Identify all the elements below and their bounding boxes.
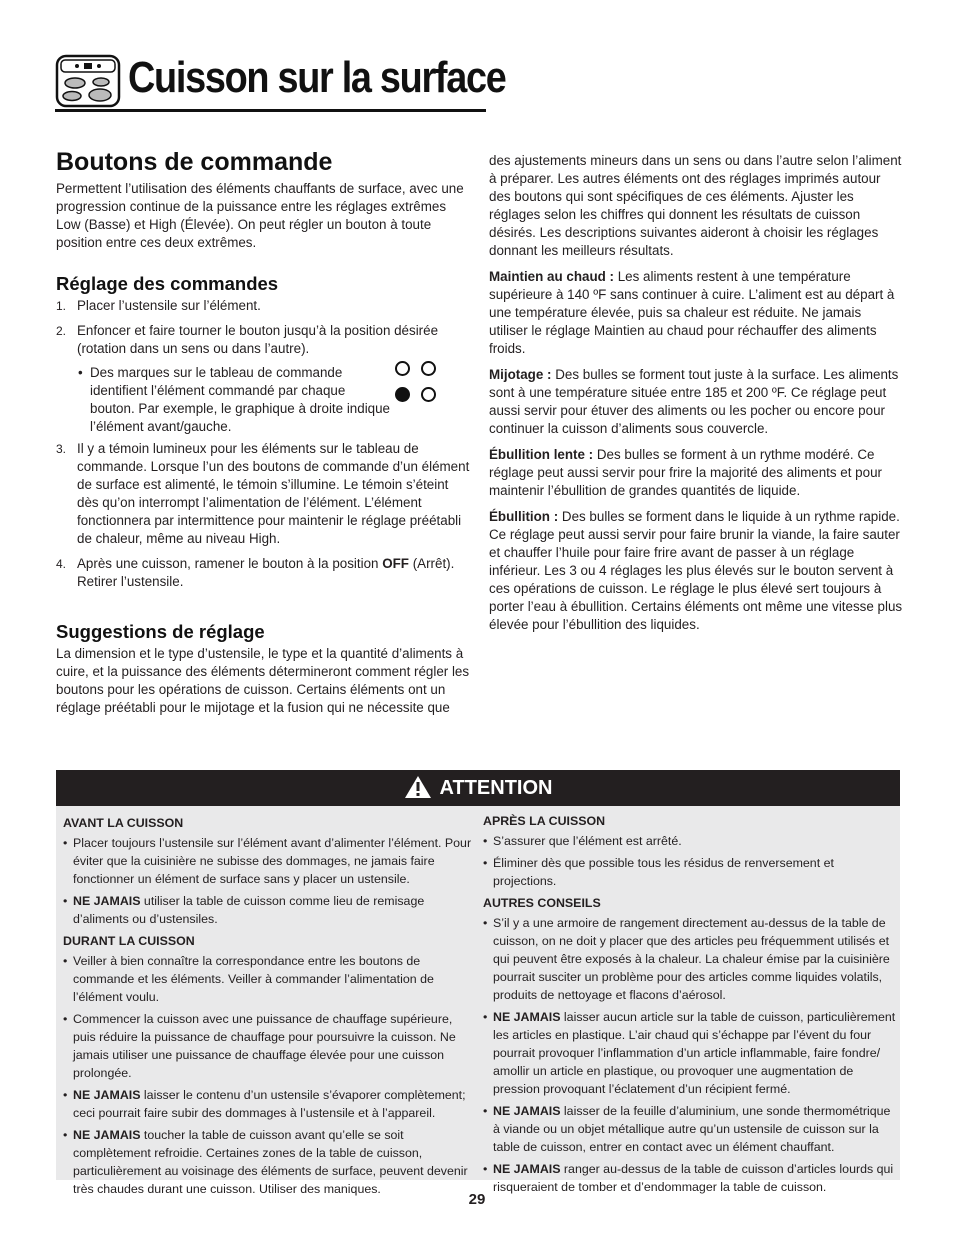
burner-diagram-icon xyxy=(395,361,443,407)
attention-bullet xyxy=(63,1010,475,1082)
bullet-text: S’assurer que l’élément est arrêté. xyxy=(493,834,682,848)
bullet-bold: NE JAMAIS xyxy=(73,1088,141,1102)
suggestions-heading: Suggestions de réglage xyxy=(56,621,265,642)
bullet-text: laisser aucun article sur la table de cuisson, particulièrement les articles en plastique. L’air chaud qui s’échappe par l’évent du four pourrait provoquer l’inflammation d’un article inflammable, faire fondre/ amollir un article en plastique, ou provoquer une augmentation de pression provoquant l’éclatement d’un récipient fermé. xyxy=(493,1010,896,1096)
step-text: Enfoncer et faire tourner le bouton jusqu’à la position désirée (rotation dans un sens ou dans l’autre). xyxy=(77,323,439,356)
reglage-heading: Réglage des commandes xyxy=(56,273,279,294)
attention-left-column xyxy=(63,814,475,1202)
step-item xyxy=(56,555,470,591)
step-text: Placer l’ustensile sur l’élément. xyxy=(77,298,261,313)
setting-term: Ébullition : xyxy=(489,509,559,524)
avant-heading: AVANT LA CUISSON xyxy=(63,816,184,830)
attention-bullet xyxy=(63,834,475,888)
setting-paragraph xyxy=(489,268,903,358)
attention-bullet xyxy=(63,952,475,1006)
bullet-text: Placer toujours l’ustensile sur l’élément avant d’alimenter l’élément. Pour éviter que la cuisinière ne subisse des dommages, ne jamais faire fonctionner un élément de surface sans y placer un ustensile. xyxy=(73,836,472,886)
bullet-text: ranger au-dessus de la table de cuisson d’articles lourds qui risqueraient de tomber et d’endommager la table de cuisson. xyxy=(493,1162,894,1194)
suggestions-paragraph: La dimension et le type d’ustensile, le type et la quantité d’aliments à cuire, et la puissance des éléments détermineront comment régler les boutons pour les opérations de cuisson. Certains éléments ont un réglage préétabli pour le mijotage et la fusion qui ne nécessite que xyxy=(56,646,470,715)
page-number: 29 xyxy=(468,1191,486,1208)
bullet-text: S’il y a une armoire de rangement directement au-dessus de la table de cuisson, on ne doit y placer que des articles peu fréquemment utilisés et qui peuvent être exposés à la chaleur. La chaleur émise par la cuisinière pourrait susciter un problème pour des articles comme liquides volatils, produits de nettoyage et flacons d’aérosol. xyxy=(493,916,890,1002)
bullet-text: Des marques sur le tableau de commande identifient l’élément commandé par chaque bouton. Par exemple, le graphique à droite indique l’élément avant/gauche. xyxy=(90,365,391,434)
continued-paragraph: des ajustements mineurs dans un sens ou dans l’autre selon l’aliment à préparer. Les autres éléments ont des réglages imprimés autour des boutons qui sont spécifiques de ces éléments. Ajuster les réglages selon les chiffres qui donnent les résultats de cuisson désirés. Les descriptions suivantes aideront à choisir les réglages donnant les meilleurs résultats. xyxy=(489,153,902,258)
step-number: 4. xyxy=(56,557,67,571)
step-item xyxy=(56,440,470,548)
autres-heading: AUTRES CONSEILS xyxy=(483,896,601,910)
setting-paragraph xyxy=(489,446,903,500)
bullet-text: utiliser la table de cuisson comme lieu de remisage d’aliments ou d’ustensiles. xyxy=(73,894,425,926)
apres-heading: APRÈS LA CUISSON xyxy=(483,814,606,828)
bullet-bold: NE JAMAIS xyxy=(493,1010,561,1024)
step-text: Après une cuisson, ramener le bouton à la position xyxy=(77,556,383,571)
setting-text: Des bulles se forment dans le liquide à un rythme rapide. Ce réglage peut aussi servir pour faire brunir la viande, la faire sauter et chauffer l’huile pour faire frire avant de passer à un réglage inférieur. Les 3 ou 4 réglages les plus élevés sur le bouton servent à ces opérations de cuisson. Le réglage le plus élevé sert toujours à porter l’eau à ébullition. Certains éléments ont même une vitesse plus élevée pour l’ébullition des liquides. xyxy=(489,509,903,632)
attention-text: ATTENTION xyxy=(439,777,553,799)
setting-term: Maintien au chaud : xyxy=(489,269,614,284)
step-bullet xyxy=(77,364,390,436)
attention-bullet xyxy=(63,892,475,928)
setting-text: Des bulles se forment tout juste à la surface. Les aliments sont à une température située entre 185 et 200 ºF. Ce réglage peut aussi servir pour étuver des aliments ou les pocher ou encore pour continuer la cuisson d’aliments sous couvercle. xyxy=(489,367,899,436)
bullet-text: laisser le contenu d’un ustensile s’évaporer complètement; ceci pourrait faire subir des dommages à l’ustensile et à l’appareil. xyxy=(73,1088,466,1120)
bullet-text: Éliminer dès que possible tous les résidus de renversement et projections. xyxy=(493,856,834,888)
bullet-bold: NE JAMAIS xyxy=(493,1104,561,1118)
bullet-bold: NE JAMAIS xyxy=(73,894,141,908)
attention-bullet xyxy=(483,1008,897,1098)
steps-list xyxy=(56,297,470,591)
bullet-text: laisser de la feuille d’aluminium, une sonde thermométrique à viande ou un objet métallique autre qu’un ustensile de cuisson sur la table de cuisson, entrer en contact avec un élément chauffant. xyxy=(493,1104,891,1154)
attention-right-column xyxy=(483,812,897,1200)
step-number: 1. xyxy=(56,299,67,313)
durant-heading: DURANT LA CUISSON xyxy=(63,934,195,948)
setting-text: Des bulles se forment à un rythme modéré. Ce réglage peut aussi servir pour frire la majorité des aliments et pour maintenir l’ébullition de grandes quantités de liquide. xyxy=(489,447,882,498)
attention-banner xyxy=(56,770,900,806)
right-column xyxy=(489,152,903,642)
setting-text: Les aliments restent à une température supérieure à 140 ºF sans continuer à cuire. L’aliment est au départ à une température élevée, puis sa chaleur est réduite. Ne jamais utiliser le réglage Maintien au chaud pour réchauffer des aliments froids. xyxy=(489,269,895,356)
attention-bullet xyxy=(483,1102,897,1156)
step-item xyxy=(56,297,470,315)
setting-paragraph xyxy=(489,508,903,634)
cooktop-icon xyxy=(55,54,121,108)
attention-body xyxy=(56,806,900,1196)
intro-paragraph: Permettent l’utilisation des éléments chauffants de surface, avec une progression continue de la puissance entre les réglages extrêmes Low (Basse) et High (Élevée). On peut régler un bouton à toute position entre ces deux extrêmes. xyxy=(56,181,464,250)
step-text: Il y a témoin lumineux pour les éléments sur le tableau de commande. Lorsque l’un des boutons de commande d’un élément de surface est alimenté, le témoin s’illumine. Le témoin s’éteint dès qu’on interrompt l’alimentation de l’élément. L’élément fonctionnera par intermittence pour maintenir le réglage préétabli de chaleur, même au niveau High. xyxy=(77,441,470,546)
warning-icon xyxy=(404,775,432,799)
step-number: 3. xyxy=(56,442,67,456)
page-title: Cuisson sur la surface xyxy=(128,53,506,102)
left-column xyxy=(56,146,470,717)
bullet-text: Commencer la cuisson avec une puissance de chauffage supérieure, puis réduire la puissance de chauffage pour poursuivre la cuisson. Ne jamais utiliser une puissance de chauffage élevée pour une cuisson prolongée. xyxy=(73,1012,456,1080)
bullet-bold: NE JAMAIS xyxy=(73,1128,141,1142)
setting-term: Ébullition lente : xyxy=(489,447,594,462)
title-rule xyxy=(55,109,486,112)
attention-bullet xyxy=(483,914,897,1004)
setting-term: Mijotage : xyxy=(489,367,552,382)
section-title: Boutons de commande xyxy=(56,148,333,176)
bullet-bold: NE JAMAIS xyxy=(493,1162,561,1176)
step-item xyxy=(56,322,470,436)
bullet-text: toucher la table de cuisson avant qu’elle se soit complètement refroidie. Certaines zones de la table de cuisson, particulièrement au voisinage des éléments de surface, peuvent devenir très chaudes durant une cuisson. Utiliser des maniques. xyxy=(73,1128,468,1196)
attention-bullet xyxy=(483,854,897,890)
step-number: 2. xyxy=(56,324,67,338)
setting-paragraph xyxy=(489,366,903,438)
attention-bullet xyxy=(63,1086,475,1122)
attention-bullet xyxy=(63,1126,475,1198)
attention-label xyxy=(56,770,900,806)
attention-bullet xyxy=(483,832,897,850)
step-bold: OFF xyxy=(382,556,409,571)
step-text: (Arrêt). Retirer l’ustensile. xyxy=(77,556,455,589)
bullet-text: Veiller à bien connaître la correspondance entre les boutons de commande et les éléments. Veiller à commander l’alimentation de l’élément voulu. xyxy=(73,954,434,1004)
